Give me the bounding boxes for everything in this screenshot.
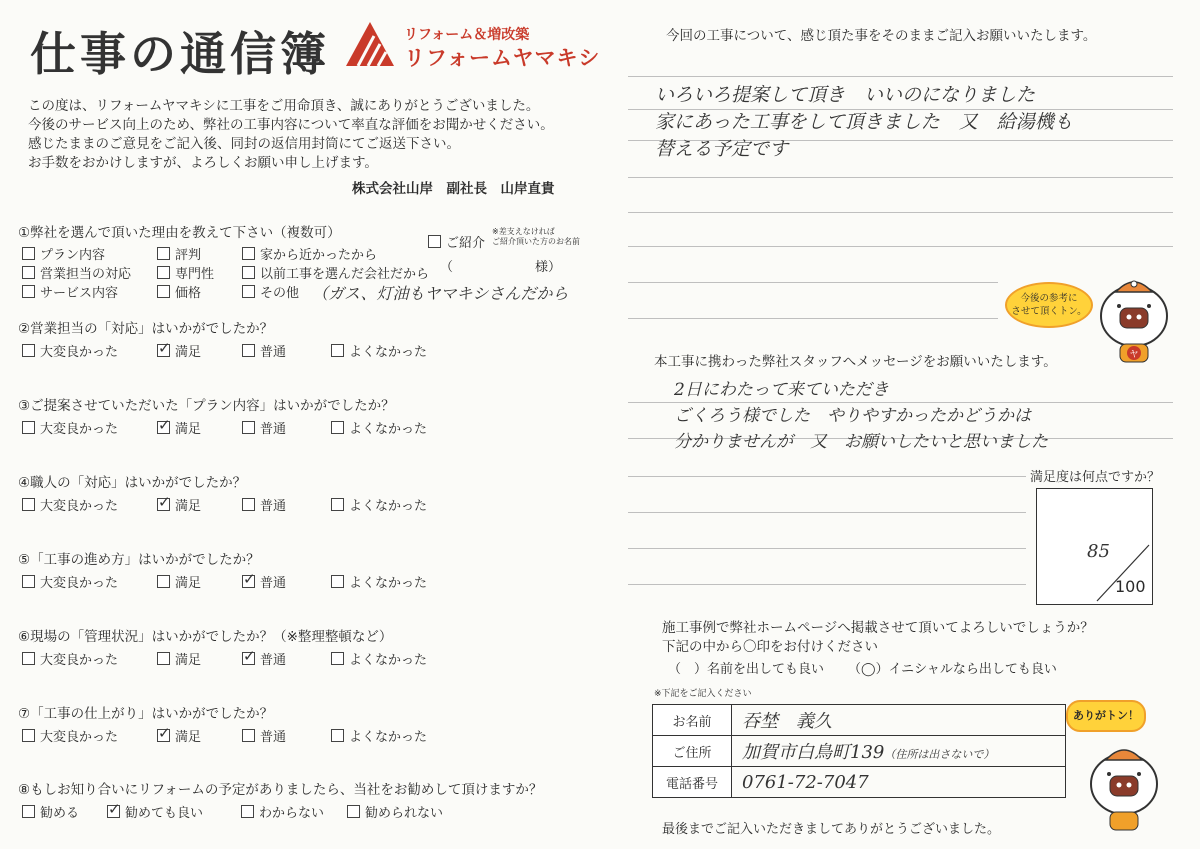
- checkbox[interactable]: [242, 247, 255, 260]
- score-value: 85: [1087, 541, 1110, 562]
- checkbox[interactable]: [428, 235, 441, 248]
- q8-option-may-recommend[interactable]: [107, 802, 203, 821]
- question-4: ④職人の「対応」はいかがでしたか？: [18, 475, 247, 491]
- question-7: ⑦「工事の仕上がり」はいかがでしたか？: [18, 706, 274, 722]
- question-3: ③ご提案させていただいた「プラン内容」はいかがでしたか？: [18, 398, 395, 414]
- ruled-line: [628, 246, 1173, 247]
- checkbox[interactable]: [331, 575, 344, 588]
- checkbox[interactable]: [22, 575, 35, 588]
- checkbox[interactable]: [157, 652, 170, 665]
- name-field[interactable]: 吞埜 義久: [732, 705, 1066, 736]
- question-8: ⑧もしお知り合いにリフォームの予定がありましたら、当社をお勧めして頂けますか？: [18, 782, 543, 798]
- question-5: ⑤「工事の進め方」はいかがでしたか？: [18, 552, 260, 568]
- intro-text: [28, 97, 554, 173]
- option-label: 評判: [175, 248, 202, 263]
- ruled-line: [628, 282, 998, 283]
- staff-line: ごくろう様でした やりやすかったかどうかは: [674, 406, 1031, 426]
- option-label: よくなかった: [349, 422, 428, 437]
- ruled-line: [628, 512, 1026, 513]
- option-label: 普通: [260, 576, 287, 591]
- checkbox[interactable]: [331, 344, 344, 357]
- company-logo-icon: [344, 20, 396, 68]
- table-row: [653, 736, 1066, 767]
- checkbox[interactable]: [347, 805, 360, 818]
- q8-option-unsure[interactable]: [241, 802, 324, 821]
- option-label: よくなかった: [349, 345, 428, 360]
- form-title: 仕事の通信簿: [30, 27, 330, 81]
- table-row: [653, 705, 1066, 736]
- publish-instruction: 下記の中から〇印をお付けください: [662, 639, 878, 655]
- checkbox[interactable]: [242, 285, 255, 298]
- q8-option-recommend[interactable]: [22, 802, 79, 821]
- checkbox[interactable]: [22, 344, 35, 357]
- option-label: 価格: [175, 286, 202, 301]
- ruled-line: [628, 177, 1173, 178]
- contact-table: [652, 704, 1066, 798]
- option-label: 大変良かった: [40, 576, 119, 591]
- publish-circle-mark: ◯: [861, 662, 876, 677]
- fill-note: ※下記をご記入ください: [654, 689, 752, 699]
- checkbox-reputation[interactable]: [157, 244, 201, 263]
- option-label: わからない: [259, 806, 325, 821]
- option-label: イニシャルなら出しても良い: [888, 662, 1057, 677]
- option-label: 満足: [175, 422, 202, 437]
- rating-option[interactable]: [242, 341, 286, 360]
- referral-note-line: ご紹介頂いた方のお名前: [492, 237, 580, 246]
- option-label: 大変良かった: [40, 345, 119, 360]
- option-label: 大変良かった: [40, 422, 119, 437]
- option-label: 普通: [260, 345, 287, 360]
- intro-line: お手数をおかけしますが、よろしくお願い申し上げます。: [28, 155, 378, 171]
- referral-note: [492, 227, 580, 247]
- rating-option[interactable]: [22, 341, 118, 360]
- staff-line: 2日にわたって来ていただき: [674, 380, 889, 400]
- table-row: [653, 767, 1066, 798]
- staff-prompt: 本工事に携わった弊社スタッフへメッセージをお願いいたします。: [654, 354, 1057, 370]
- option-label: よくなかった: [349, 730, 428, 745]
- option-label: 勧める: [40, 806, 80, 821]
- checkbox[interactable]: [22, 498, 35, 511]
- ruled-line: [628, 318, 998, 319]
- thanks-bubble: ありがトン！: [1066, 700, 1146, 732]
- signature: 株式会社山岸 副社長 山岸直貴: [352, 181, 555, 197]
- rating-option[interactable]: [331, 572, 427, 591]
- publish-option-initials[interactable]: （◯）イニシャルなら出しても良い: [848, 662, 1057, 677]
- checkbox[interactable]: [22, 421, 35, 434]
- rating-option[interactable]: [331, 649, 427, 668]
- bubble-line: させて頂くトン。: [1011, 306, 1087, 317]
- option-label: 満足: [175, 499, 202, 514]
- option-label: 専門性: [175, 267, 215, 282]
- question-6: ⑥現場の「管理状況」はいかがでしたか？（※整理整頓など）: [18, 629, 393, 645]
- other-handwritten: （ガス、灯油もヤマキシさんだから: [312, 284, 569, 303]
- checkbox-other[interactable]: [242, 282, 299, 301]
- checkbox[interactable]: [22, 285, 35, 298]
- score-box: [1036, 488, 1153, 605]
- logo-subtitle: リフォーム＆増改築: [404, 27, 530, 43]
- option-label: 普通: [260, 730, 287, 745]
- ruled-line: [628, 212, 1173, 213]
- bubble-line: 今後の参考に: [1020, 293, 1078, 304]
- checkbox-sales-response[interactable]: [22, 263, 131, 282]
- checkbox-previous-work[interactable]: [242, 263, 429, 282]
- intro-line: 感じたままのご意見をご記入後、同封の返信用封筒にてご返送下さい。: [28, 136, 460, 152]
- ruled-line: [628, 476, 1026, 477]
- checkbox[interactable]: [22, 652, 35, 665]
- logo-name: リフォームヤマキシ: [404, 46, 601, 70]
- checkbox-referral[interactable]: [428, 232, 485, 251]
- checkbox[interactable]: [157, 247, 170, 260]
- option-label: 大変良かった: [40, 730, 119, 745]
- checkbox[interactable]: [242, 652, 255, 665]
- rating-option[interactable]: [157, 418, 201, 437]
- checkbox[interactable]: [242, 344, 255, 357]
- option-label: ご紹介: [446, 236, 486, 251]
- phone-label: 電話番号: [653, 767, 732, 798]
- referral-suffix: 様）: [535, 260, 562, 275]
- intro-line: 今後のサービス向上のため、弊社の工事内容について率直な評価をお聞かせください。: [28, 117, 554, 133]
- rating-option[interactable]: [242, 649, 286, 668]
- checkbox[interactable]: [22, 266, 35, 279]
- address-value: 加賀市白鳥町139: [742, 742, 885, 763]
- option-label: 満足: [175, 576, 202, 591]
- rating-option[interactable]: [331, 495, 427, 514]
- publish-question: 施工事例で弊社ホームページへ掲載させて頂いてよろしいでしょうか？: [662, 620, 1094, 636]
- q8-option-not-recommend[interactable]: [347, 802, 443, 821]
- ruled-line: [628, 76, 1173, 77]
- referral-paren: （: [440, 260, 454, 275]
- option-label: 名前を出しても良い: [707, 662, 825, 677]
- option-label: よくなかった: [349, 576, 428, 591]
- option-label: よくなかった: [349, 653, 428, 668]
- option-label: 営業担当の対応: [40, 267, 132, 282]
- rating-option[interactable]: [242, 495, 286, 514]
- rating-option[interactable]: [22, 572, 118, 591]
- rating-option[interactable]: [22, 418, 118, 437]
- rating-option[interactable]: [22, 726, 118, 745]
- checkbox[interactable]: [242, 575, 255, 588]
- comment-handwritten: [655, 82, 1073, 163]
- checkbox[interactable]: [157, 421, 170, 434]
- checkbox[interactable]: [22, 805, 35, 818]
- rating-option[interactable]: [331, 341, 427, 360]
- address-note: （住所は出さないで）: [884, 748, 995, 761]
- phone-field[interactable]: 0761-72-7047: [732, 767, 1066, 798]
- speech-bubble: [1005, 282, 1093, 328]
- comment-line: 家にあった工事をして頂きました 又 給湯機も: [655, 111, 1073, 133]
- option-label: 家から近かったから: [260, 248, 378, 263]
- rating-option[interactable]: [22, 649, 118, 668]
- checkbox[interactable]: [157, 498, 170, 511]
- score-max: 100: [1115, 577, 1146, 596]
- score-prompt: 満足度は何点ですか？: [1030, 470, 1161, 485]
- rating-option[interactable]: [157, 341, 201, 360]
- rating-option[interactable]: [331, 726, 427, 745]
- checkbox[interactable]: [22, 729, 35, 742]
- rating-option[interactable]: [242, 418, 286, 437]
- address-field[interactable]: [732, 736, 1066, 767]
- referral-note-line: ※差支えなければ: [492, 227, 555, 236]
- checkbox[interactable]: [242, 498, 255, 511]
- comment-line: 替える予定です: [655, 138, 789, 160]
- checkbox-service[interactable]: [22, 282, 118, 301]
- rating-option[interactable]: [157, 649, 201, 668]
- option-label: 大変良かった: [40, 653, 119, 668]
- option-label: 満足: [175, 653, 202, 668]
- option-label: サービス内容: [40, 286, 119, 301]
- checkbox[interactable]: [242, 729, 255, 742]
- option-label: 満足: [175, 730, 202, 745]
- checkbox[interactable]: [157, 285, 170, 298]
- rating-option[interactable]: [157, 726, 201, 745]
- checkbox[interactable]: [22, 247, 35, 260]
- rating-option[interactable]: [22, 495, 118, 514]
- name-label: お名前: [653, 705, 732, 736]
- checkbox-expertise[interactable]: [157, 263, 214, 282]
- pig-mascot-icon: [1088, 738, 1160, 833]
- pig-mascot-icon: [1098, 270, 1170, 365]
- option-label: 勧めても良い: [125, 806, 204, 821]
- checkbox[interactable]: [157, 266, 170, 279]
- option-label: プラン内容: [40, 248, 106, 263]
- rating-option[interactable]: [157, 495, 201, 514]
- checkbox[interactable]: [331, 421, 344, 434]
- checkbox[interactable]: [157, 729, 170, 742]
- option-label: 勧められない: [365, 806, 444, 821]
- option-label: 普通: [260, 422, 287, 437]
- option-label: 大変良かった: [40, 499, 119, 514]
- option-label: 満足: [175, 345, 202, 360]
- question-1: ①弊社を選んで頂いた理由を教えて下さい（複数可）: [18, 225, 341, 241]
- rating-option[interactable]: [242, 726, 286, 745]
- checkbox[interactable]: [157, 344, 170, 357]
- checkbox-price[interactable]: [157, 282, 201, 301]
- checkbox[interactable]: [331, 729, 344, 742]
- checkbox-near-home[interactable]: [242, 244, 377, 263]
- rating-option[interactable]: [242, 572, 286, 591]
- option-label: 普通: [260, 653, 287, 668]
- address-label: ご住所: [653, 736, 732, 767]
- option-label: 普通: [260, 499, 287, 514]
- checkbox[interactable]: [331, 498, 344, 511]
- checkbox[interactable]: [242, 421, 255, 434]
- publish-option-name[interactable]: （ ）名前を出しても良い: [668, 662, 825, 677]
- ruled-line: [628, 548, 1026, 549]
- option-label: その他: [260, 286, 300, 301]
- rating-option[interactable]: [157, 572, 201, 591]
- option-label: よくなかった: [349, 499, 428, 514]
- option-label: 以前工事を選んだ会社だから: [260, 267, 430, 282]
- closing-message: 最後までご記入いただきましてありがとうございました。: [662, 822, 1001, 837]
- checkbox[interactable]: [157, 575, 170, 588]
- intro-line: この度は、リフォームヤマキシに工事をご用命頂き、誠にありがとうございました。: [28, 98, 540, 114]
- staff-handwritten: [674, 377, 1048, 455]
- checkbox[interactable]: [241, 805, 254, 818]
- checkbox[interactable]: [107, 805, 120, 818]
- checkbox[interactable]: [242, 266, 255, 279]
- question-2: ②営業担当の「対応」はいかがでしたか？: [18, 321, 274, 337]
- comment-line: いろいろ提案して頂き いいのになりました: [655, 84, 1036, 106]
- checkbox-plan[interactable]: [22, 244, 105, 263]
- mascot-badge: ヤ: [1129, 350, 1139, 360]
- checkbox[interactable]: [331, 652, 344, 665]
- ruled-line: [628, 584, 1026, 585]
- rating-option[interactable]: [331, 418, 427, 437]
- comment-prompt: 今回の工事について、感じ頂た事をそのままご記入お願いいたします。: [666, 28, 1097, 44]
- staff-line: 分かりませんが 又 お願いしたいと思いました: [674, 432, 1048, 452]
